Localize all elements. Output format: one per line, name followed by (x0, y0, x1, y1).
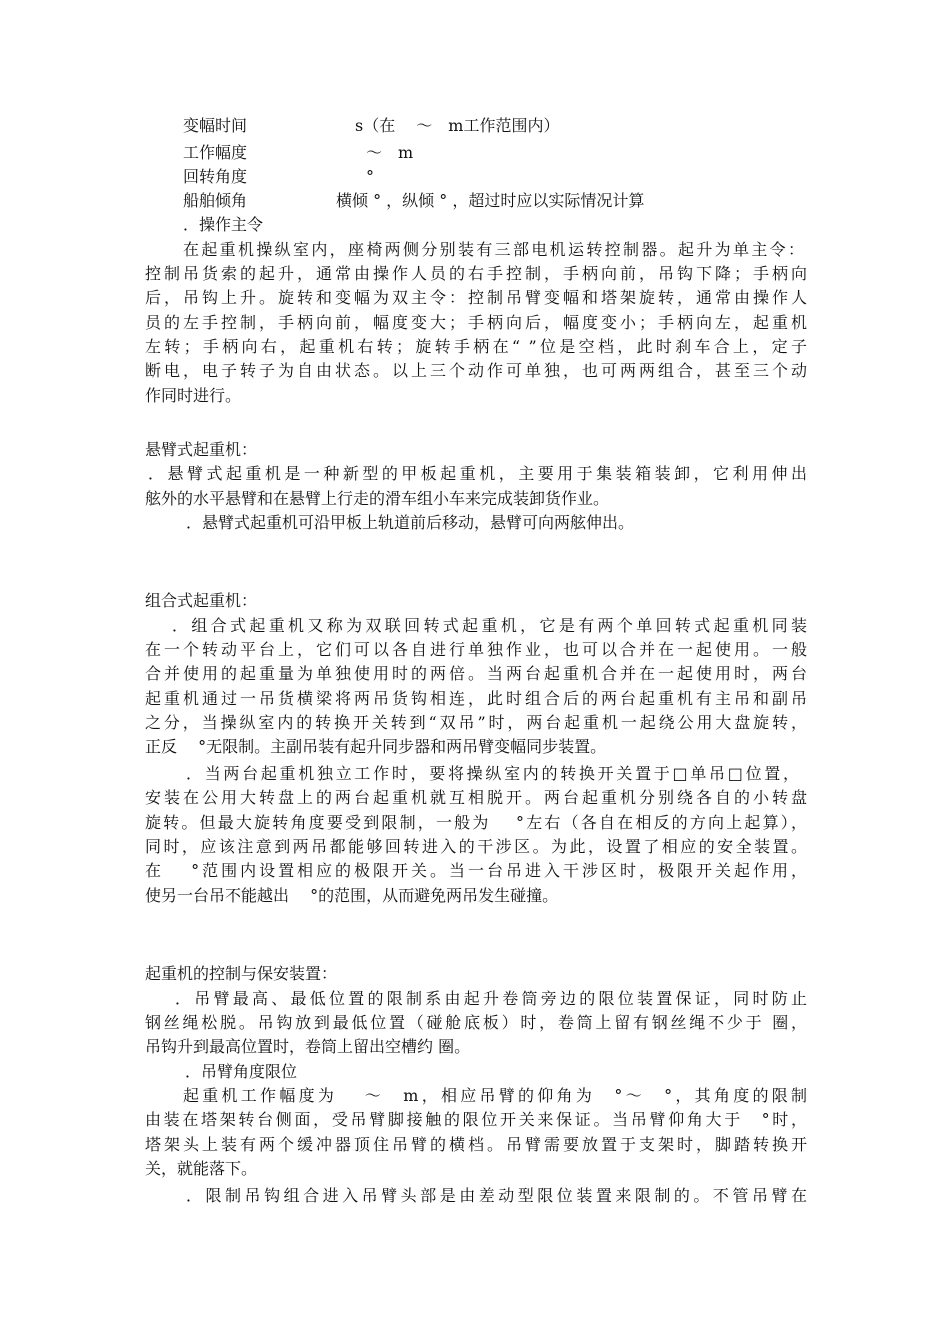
paragraph-line: 后，吊钩上升。旋转和变幅为双主令：控制吊臂变幅和塔架旋转，通常由操作人 (145, 288, 807, 307)
spec-label: 回转角度 (183, 167, 248, 186)
spec-label: 工作幅度 (183, 143, 248, 162)
paragraph-line: ．组合式起重机又称为双联回转式起重机，它是有两个单回转式起重机同装 (172, 616, 807, 635)
paragraph-line: 关，就能落下。 (145, 1159, 258, 1178)
spec-value: ～ m (366, 143, 414, 162)
paragraph-line: 钢丝绳松脱。吊钩放到最低位置（碰舱底板）时，卷筒上留有钢丝绳不少于 圈， (145, 1013, 807, 1032)
paragraph-line: 员的左手控制，手柄向前，幅度变大；手柄向后，幅度变小；手柄向左，起重机 (145, 313, 807, 332)
paragraph-line: 左转；手柄向右，起重机右转；旋转手柄在“ ”位是空档，此时刹车合上，定子 (145, 337, 807, 356)
paragraph-line: 起重机通过一吊货横梁将两吊货钩相连，此时组合后的两台起重机有主吊和副吊 (145, 689, 807, 708)
paragraph-line: ．吊臂最高、最低位置的限制系由起升卷筒旁边的限位装置保证，同时防止 (175, 989, 807, 1008)
paragraph-line: 旋转。但最大旋转角度要受到限制，一般为 °左右（各自在相反的方向上起算）， (145, 813, 807, 832)
paragraph-line: 作同时进行。 (145, 386, 242, 405)
paragraph-line: ．限制吊钩组合进入吊臂头部是由差动型限位装置来限制的。不管吊臂在 (186, 1186, 807, 1205)
paragraph-line: ．悬臂式起重机可沿甲板上轨道前后移动，悬臂可向两舷伸出。 (186, 513, 635, 532)
paragraph-line: 在一个转动平台上，它们可以各自进行单独作业，也可以合并在一起使用。一般 (145, 640, 807, 659)
paragraph-line: 在起重机操纵室内，座椅两侧分别装有三部电机运转控制器。起升为单主令： (183, 240, 804, 259)
paragraph-line: 起重机工作幅度为 ～ m，相应吊臂的仰角为 °～ °，其角度的限制 (183, 1086, 807, 1105)
paragraph-line: 正反 °无限制。主副吊装有起升同步器和两吊臂变幅同步装置。 (145, 737, 607, 756)
paragraph-line: ．当两台起重机独立工作时，要将操纵室内的转换开关置于□单吊□位置， (186, 764, 799, 783)
paragraph-line: 塔架头上装有两个缓冲器顶住吊臂的横档。吊臂需要放置于支架时，脚踏转换开 (145, 1135, 807, 1154)
paragraph-line: 舷外的水平悬臂和在悬臂上行走的滑车组小车来完成装卸货作业。 (145, 489, 610, 508)
spec-label: 船舶倾角 (183, 191, 248, 210)
section-title: 起重机的控制与保安装置： (145, 964, 338, 983)
section-heading: ．操作主令 (183, 215, 264, 234)
section-title: 组合式起重机： (145, 591, 258, 610)
section-title: 悬臂式起重机： (145, 440, 258, 459)
paragraph-line: 之分，当操纵室内的转换开关转到“双吊”时，两台起重机一起绕公用大盘旋转， (145, 713, 807, 732)
paragraph-line: 控制吊货索的起升，通常由操作人员的右手控制，手柄向前，吊钩下降；手柄向 (145, 264, 807, 283)
spec-value: s（在 ～ m工作范围内） (355, 116, 560, 135)
spec-label: 变幅时间 (183, 116, 248, 135)
paragraph-line: 使另一台吊不能越出 °的范围，从而避免两吊发生碰撞。 (145, 886, 559, 905)
paragraph-line: 安装在公用大转盘上的两台起重机就互相脱开。两台起重机分别绕各自的小转盘 (145, 788, 807, 807)
paragraph-line: 由装在塔架转台侧面，受吊臂脚接触的限位开关来保证。当吊臂仰角大于 °时， (145, 1110, 807, 1129)
paragraph-line: 同时，应该注意到两吊都能够回转进入的干涉区。为此，设置了相应的安全装置。 (145, 837, 807, 856)
paragraph-line: ．悬臂式起重机是一种新型的甲板起重机，主要用于集装箱装卸，它利用伸出 (148, 464, 807, 483)
paragraph-line: 吊钩升到最高位置时，卷筒上留出空槽约 圈。 (145, 1037, 471, 1056)
sub-heading: ．吊臂角度限位 (185, 1062, 298, 1081)
paragraph-line: 断电，电子转子为自由状态。以上三个动作可单独，也可两两组合，甚至三个动 (145, 361, 807, 380)
spec-value: 横倾 ° ，纵倾 ° ，超过时应以实际情况计算 (336, 191, 645, 210)
paragraph-line: 合并使用的起重量为单独使用时的两倍。当两台起重机合并在一起使用时，两台 (145, 664, 807, 683)
paragraph-line: 在 °范围内设置相应的极限开关。当一台吊进入干涉区时，极限开关起作用， (145, 861, 807, 880)
spec-value: ° (366, 167, 374, 186)
